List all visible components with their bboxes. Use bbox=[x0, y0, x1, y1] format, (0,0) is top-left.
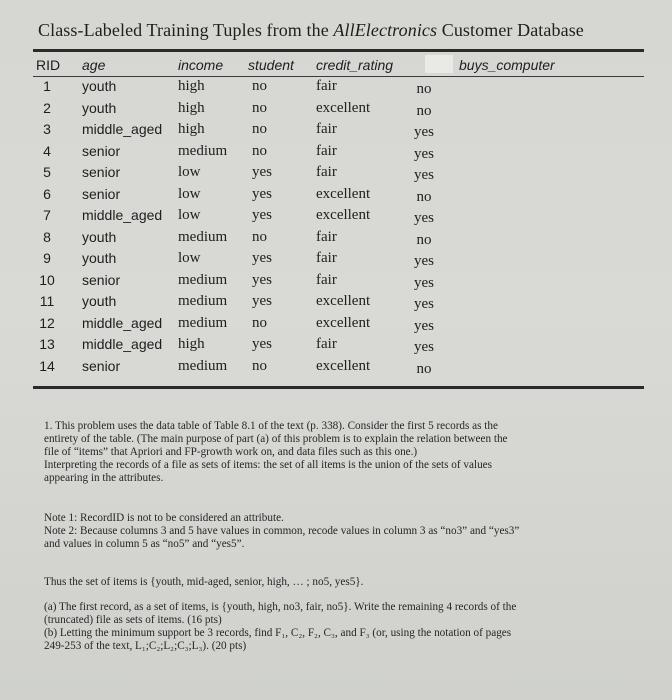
cell-age: youth bbox=[82, 78, 117, 94]
cell-rid: 11 bbox=[39, 293, 55, 309]
cell-credit-rating: fair bbox=[316, 142, 337, 159]
cell-credit-rating: excellent bbox=[316, 314, 371, 331]
cell-income: medium bbox=[178, 142, 228, 159]
cell-student: yes bbox=[252, 185, 272, 202]
cell-credit-rating: fair bbox=[316, 271, 337, 288]
cell-credit-rating: fair bbox=[316, 228, 337, 245]
table-row bbox=[0, 358, 672, 379]
cell-age: youth bbox=[82, 293, 117, 309]
cell-rid: 2 bbox=[43, 99, 51, 116]
cell-student: yes bbox=[252, 164, 272, 180]
table-row bbox=[0, 336, 672, 357]
table-row bbox=[0, 121, 672, 142]
problem-line: appearing in the attributes. bbox=[44, 472, 164, 484]
table-row bbox=[0, 143, 672, 164]
cell-credit-rating: excellent bbox=[316, 357, 371, 374]
table-row bbox=[0, 78, 672, 99]
part-line: (b) Letting the minimum support be 3 records, find F₁, C₂, F₂, C₃, and F₃ (or, using the notation of pages bbox=[44, 627, 512, 639]
table-header-rule bbox=[33, 76, 644, 77]
cell-age: middle_aged bbox=[82, 121, 163, 137]
cell-credit-rating: excellent bbox=[316, 99, 371, 116]
note-line: Note 1: RecordID is not to be considered an attribute. bbox=[44, 512, 284, 524]
cell-credit-rating: fair bbox=[316, 121, 337, 137]
cell-age: senior bbox=[82, 185, 121, 202]
cell-buys-computer: yes bbox=[414, 296, 434, 312]
cell-student: no bbox=[252, 99, 267, 116]
cell-rid: 1 bbox=[43, 78, 51, 94]
problem-line: entirety of the table. (The main purpose of part (a) of this problem is to explain the relation between the bbox=[44, 433, 508, 445]
cell-credit-rating: fair bbox=[316, 336, 337, 352]
table-row bbox=[0, 250, 672, 271]
cell-credit-rating: fair bbox=[316, 164, 337, 180]
cell-student: yes bbox=[252, 336, 272, 352]
cell-credit-rating: fair bbox=[316, 78, 337, 94]
header-highlight bbox=[425, 55, 453, 73]
table-row bbox=[0, 272, 672, 293]
cell-rid: 9 bbox=[43, 250, 51, 266]
cell-student: no bbox=[252, 314, 267, 331]
header-student: student bbox=[248, 57, 294, 73]
cell-buys-computer: yes bbox=[414, 339, 434, 355]
cell-age: senior bbox=[82, 164, 121, 180]
cell-student: no bbox=[252, 357, 267, 374]
cell-buys-computer: yes bbox=[414, 274, 434, 291]
cell-age: middle_aged bbox=[82, 207, 163, 223]
cell-income: medium bbox=[178, 271, 228, 288]
cell-income: low bbox=[178, 207, 201, 223]
header-rid: RID bbox=[36, 57, 61, 73]
cell-income: low bbox=[178, 185, 201, 202]
header-age: age bbox=[82, 57, 106, 73]
cell-credit-rating: excellent bbox=[316, 293, 371, 309]
title-prefix: Class-Labeled Training Tuples from the bbox=[38, 20, 334, 40]
cell-age: middle_aged bbox=[82, 336, 163, 352]
cell-age: senior bbox=[82, 357, 121, 374]
table-row bbox=[0, 229, 672, 250]
header-buys-computer: buys_computer bbox=[459, 57, 555, 73]
cell-rid: 8 bbox=[43, 228, 51, 245]
cell-rid: 4 bbox=[43, 142, 51, 159]
title-company: AllElectronics bbox=[333, 20, 438, 40]
cell-buys-computer: yes bbox=[414, 145, 434, 162]
problem-line: 1. This problem uses the data table of Table 8.1 of the text (p. 338). Consider the first 5 records as the bbox=[44, 420, 498, 432]
cell-buys-computer: yes bbox=[414, 167, 434, 183]
cell-buys-computer: no bbox=[416, 231, 432, 248]
cell-age: youth bbox=[82, 99, 117, 116]
cell-student: yes bbox=[252, 293, 272, 309]
cell-age: middle_aged bbox=[82, 314, 163, 331]
cell-rid: 7 bbox=[43, 207, 51, 223]
note-line: and values in column 5 as “no5” and “yes5”. bbox=[44, 538, 245, 550]
cell-buys-computer: no bbox=[416, 81, 432, 97]
cell-student: yes bbox=[252, 207, 272, 223]
cell-buys-computer: no bbox=[416, 102, 432, 119]
cell-income: low bbox=[178, 164, 201, 180]
note-line: Note 2: Because columns 3 and 5 have values in common, recode values in column 3 as “no3” and “yes3” bbox=[44, 525, 520, 537]
cell-rid: 10 bbox=[39, 271, 55, 288]
cell-income: high bbox=[178, 78, 205, 94]
table-top-rule bbox=[33, 49, 644, 52]
cell-buys-computer: no bbox=[416, 360, 432, 377]
cell-rid: 13 bbox=[39, 336, 55, 352]
set-text: Thus the set of items is {youth, mid-aged, senior, high, … ; no5, yes5}. bbox=[44, 576, 364, 588]
cell-income: medium bbox=[178, 357, 228, 374]
table-row bbox=[0, 100, 672, 121]
header-income: income bbox=[178, 57, 224, 73]
cell-age: senior bbox=[82, 142, 121, 159]
cell-rid: 12 bbox=[39, 314, 55, 331]
problem-intro bbox=[44, 420, 604, 485]
cell-income: medium bbox=[178, 293, 228, 309]
cell-age: youth bbox=[82, 250, 117, 266]
cell-rid: 14 bbox=[39, 357, 55, 374]
cell-buys-computer: yes bbox=[414, 317, 434, 334]
part-line: (truncated) file as sets of items. (16 pts) bbox=[44, 614, 222, 626]
cell-income: low bbox=[178, 250, 201, 266]
cell-credit-rating: excellent bbox=[316, 207, 371, 223]
title-suffix: Customer Database bbox=[437, 20, 584, 40]
cell-income: medium bbox=[178, 314, 228, 331]
part-line: 249-253 of the text, L₁;C₂;L₂;C₃;L₃). (20 pts) bbox=[44, 640, 247, 652]
part-line: (a) The first record, as a set of items, is {youth, high, no3, fair, no5}. Write the remaining 4 records of the bbox=[44, 601, 517, 613]
table-row bbox=[0, 293, 672, 314]
problem-line: Interpreting the records of a file as sets of items: the set of all items is the union of the sets of values bbox=[44, 459, 493, 471]
cell-rid: 6 bbox=[43, 185, 51, 202]
cell-income: high bbox=[178, 336, 205, 352]
cell-income: high bbox=[178, 121, 205, 137]
cell-rid: 3 bbox=[43, 121, 51, 137]
cell-student: yes bbox=[252, 271, 272, 288]
cell-age: youth bbox=[82, 228, 117, 245]
table-bottom-rule bbox=[33, 386, 644, 389]
cell-student: yes bbox=[252, 250, 272, 266]
cell-student: no bbox=[252, 228, 267, 245]
cell-student: no bbox=[252, 142, 267, 159]
table-title bbox=[38, 20, 584, 41]
cell-income: medium bbox=[178, 228, 228, 245]
problem-parts bbox=[44, 601, 619, 653]
cell-age: senior bbox=[82, 271, 121, 288]
cell-student: no bbox=[252, 78, 267, 94]
problem-line: file of “items” that Apriori and FP-growth work on, and data files such as this one.) bbox=[44, 446, 418, 458]
header-credit-rating: credit_rating bbox=[316, 57, 394, 73]
table-row bbox=[0, 186, 672, 207]
cell-buys-computer: yes bbox=[414, 253, 434, 269]
table-row bbox=[0, 207, 672, 228]
table-row bbox=[0, 164, 672, 185]
cell-buys-computer: yes bbox=[414, 210, 434, 226]
cell-credit-rating: fair bbox=[316, 250, 337, 266]
cell-buys-computer: yes bbox=[414, 124, 434, 140]
cell-buys-computer: no bbox=[416, 188, 432, 205]
item-set-line bbox=[44, 576, 604, 589]
problem-notes bbox=[44, 512, 604, 551]
cell-rid: 5 bbox=[43, 164, 51, 180]
cell-credit-rating: excellent bbox=[316, 185, 371, 202]
table-row bbox=[0, 315, 672, 336]
cell-student: no bbox=[252, 121, 267, 137]
cell-income: high bbox=[178, 99, 205, 116]
